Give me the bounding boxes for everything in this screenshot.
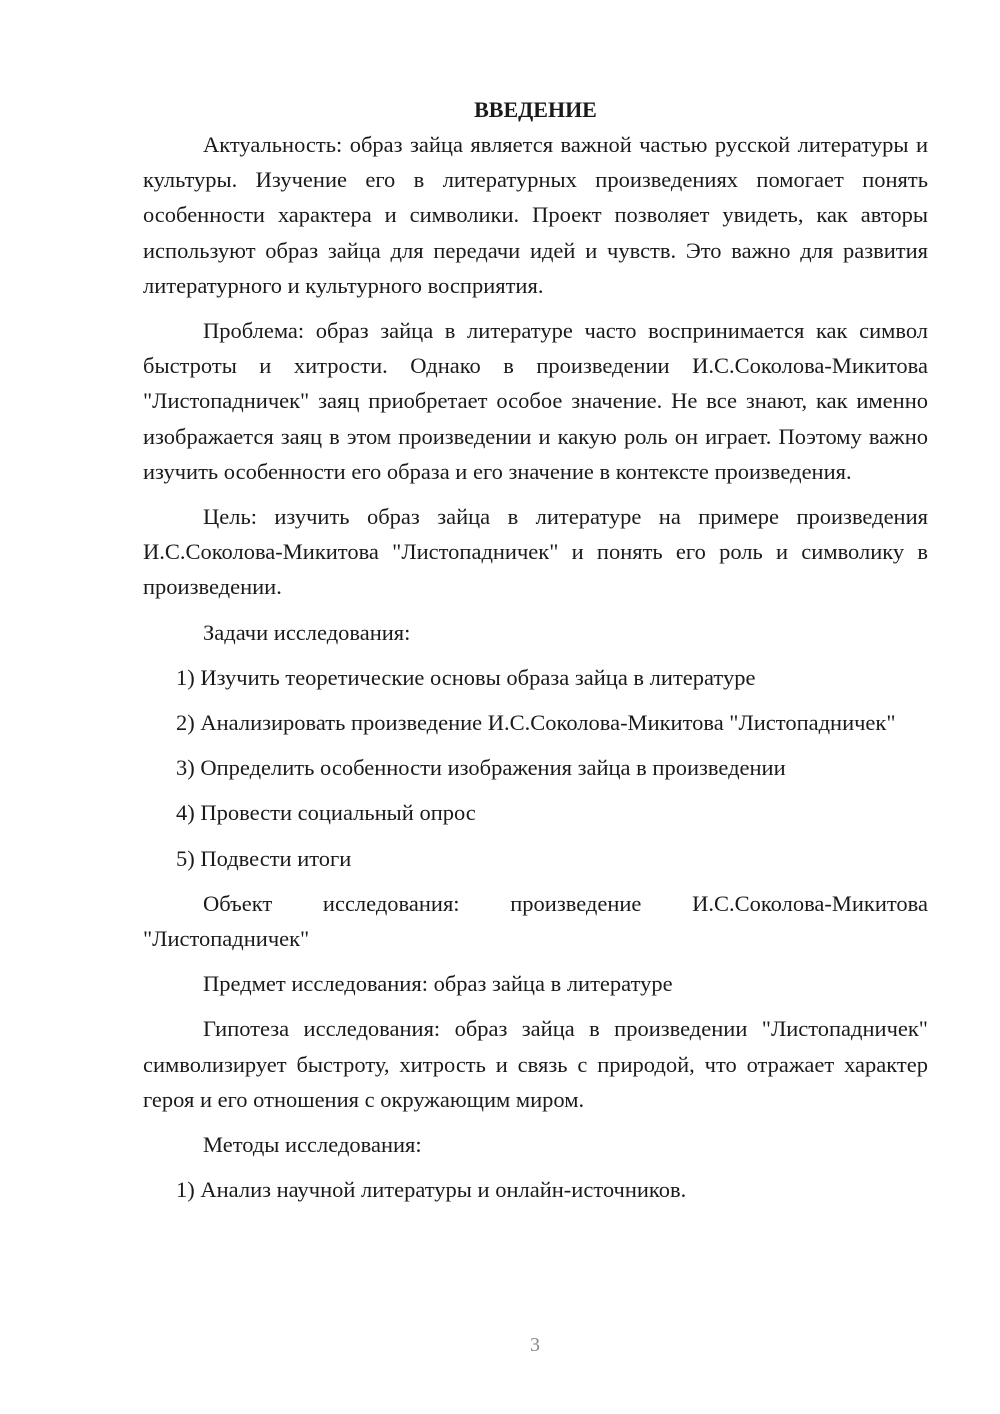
task-item-2: 2) Анализировать произведение И.С.Соколова-Микитова "Листопадничек"	[176, 710, 896, 736]
paragraph-relevance: Актуальность: образ зайца является важной частью русской литературы и культуры. Изучение его в литературных произведениях помогает понять особенности характера и символики. Проект позволяет увидеть, как авторы используют образ зайца для передачи идей и чувств. Это важно для развития литературного и культурного восприятия.	[143, 132, 928, 298]
paragraph-methods-heading: Методы исследования:	[203, 1132, 422, 1158]
paragraph-hypothesis: Гипотеза исследования: образ зайца в произведении "Листопадничек" символизирует быстроту, хитрость и связь с природой, что отражает характер героя и его отношения с окружающим миром.	[143, 1016, 928, 1112]
page-number: 3	[530, 1334, 540, 1356]
task-item-5: 5) Подвести итоги	[176, 845, 352, 871]
paragraph-subject: Предмет исследования: образ зайца в литературе	[203, 971, 673, 997]
document-page	[143, 92, 928, 1217]
paragraph-goal: Цель: изучить образ зайца в литературе на примере произведения И.С.Соколова-Микитова "Листопадничек" и понять его роль и символику в произведении.	[143, 504, 928, 600]
task-item-4: 4) Провести социальный опрос	[176, 800, 476, 826]
paragraph-problem: Проблема: образ зайца в литературе часто воспринимается как символ быстроты и хитрости. Однако в произведении И.С.Соколова-Микитова "Листопадничек" заяц приобретает особое значение. Не все знают, как именно изображается заяц в этом произведении и какую роль он играет. Поэтому важно изучить особенности его образа и его значение в контексте произведения.	[143, 318, 928, 484]
paragraph-tasks-heading: Задачи исследования:	[203, 619, 411, 645]
paragraph-object: Объект исследования: произведение И.С.Соколова-Микитова "Листопадничек"	[143, 890, 928, 952]
task-item-1: 1) Изучить теоретические основы образа зайца в литературе	[176, 664, 756, 690]
task-item-3: 3) Определить особенности изображения зайца в произведении	[176, 755, 786, 781]
page-title: ВВЕДЕНИЕ	[474, 97, 597, 122]
method-item-1: 1) Анализ научной литературы и онлайн-источников.	[176, 1177, 687, 1203]
